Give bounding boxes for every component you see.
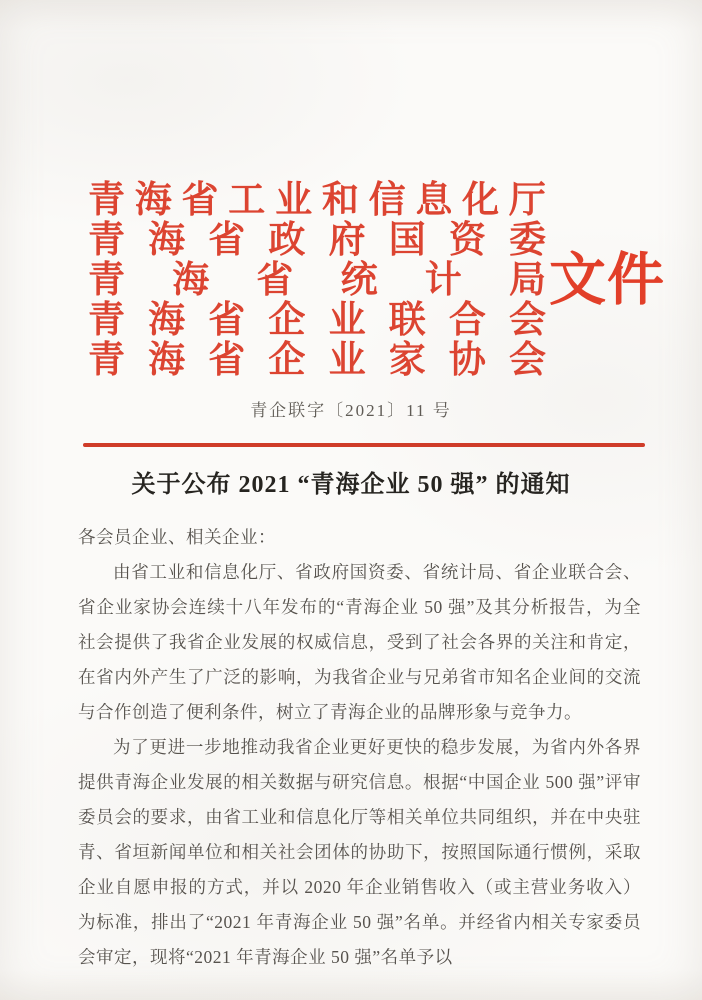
document-number: 青企联字〔2021〕11 号 — [250, 401, 452, 420]
document-title: 关于公布 2021 “青海企业 50 强” 的通知 — [131, 472, 571, 498]
org-line-industry-it-dept: 青 海 省 工 业 和 信 息 化 厅 — [88, 180, 546, 221]
document-type-label: 文件 — [549, 249, 665, 312]
org-line-sasac: 青 海 省 政 府 国 资 委 — [88, 220, 546, 261]
org-line-statistics-bureau: 青 海 省 统 计 局 — [88, 260, 546, 301]
paragraph-intro-achievements: 由省工业和信息化厅、省政府国资委、省统计局、省企业联合会、省企业家协会连续十八年发布的“青海企业 50 强”及其分析报告，为全社会提供了我省企业发展的权威信息，受到了社会各界的关注和肯定，在省内外产生了广泛的影响，为我省企业与兄弟省市知名企业间的交流与合作创造了便利条件，树立了青海企业的品牌形象与竞争力。 — [78, 562, 641, 722]
issuing-organizations — [88, 181, 546, 381]
org-line-entrepreneurs-association: 青 海 省 企 业 家 协 会 — [88, 340, 546, 381]
paragraph-selection-process: 为了更进一步地推动我省企业更好更快的稳步发展，为省内外各界提供青海企业发展的相关数据与研究信息。根据“中国企业 500 强”评审委员会的要求，由省工业和信息化厅等相关单位共同组织，并在中央驻青、省垣新闻单位和相关社会团体的协助下，按照国际通行惯例，采取企业自愿申报的方式，并以 2020 年企业销售收入（或主营业务收入）为标准，排出了“2021 年青海企业 50 强”名单。并经省内相关专家委员会审定，现将“2021 年青海企业 50 强”名单予以 — [78, 737, 641, 967]
document-body — [78, 520, 641, 975]
red-divider-line — [83, 443, 645, 447]
org-line-enterprise-confederation: 青 海 省 企 业 联 合 会 — [88, 300, 546, 341]
salutation: 各会员企业、相关企业： — [78, 527, 276, 547]
letterhead — [88, 180, 665, 381]
